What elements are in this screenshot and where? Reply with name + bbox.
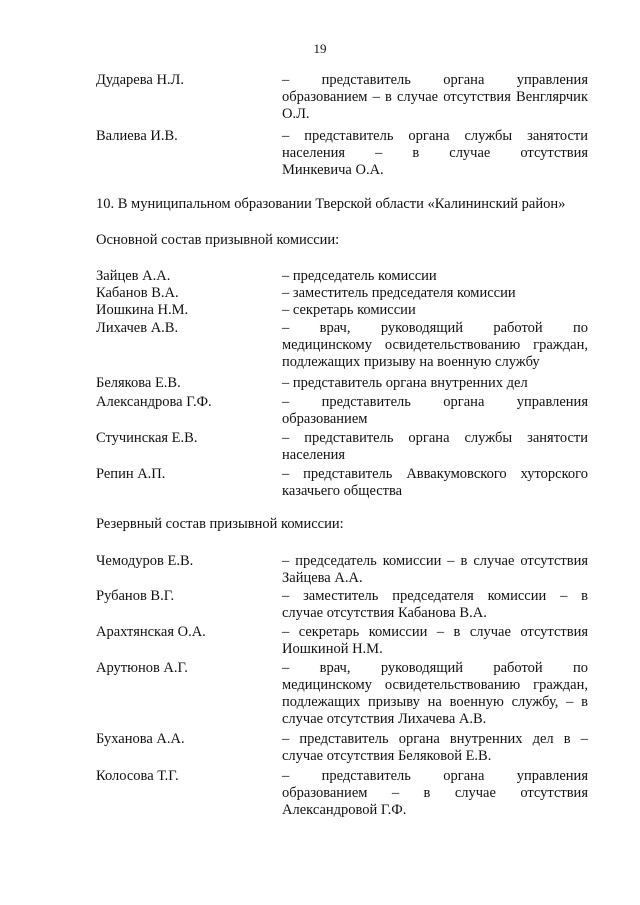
member-role [282,320,588,371]
member-name: Кабанов В.А. [96,285,179,301]
role-line: – врач, руководящий работой по [282,320,588,336]
role-line: – представитель Аввакумовского хуторского [282,466,588,482]
member-role [282,731,588,765]
role-line: Иошкиной Н.М. [282,641,383,657]
role-line: казачьего общества [282,483,403,499]
member-name: Дударева Н.Л. [96,72,184,88]
role-line: – представитель органа внутренних дел в – [282,731,588,747]
role-line: населения – в случае отсутствия [282,145,588,161]
role-line: – представитель органа управления [282,72,588,88]
role-line: подлежащих призыву на военную службу, – в [282,694,588,710]
role-line: случае отсутствия Лихачева А.В. [282,711,487,727]
member-name: Александрова Г.Ф. [96,394,212,410]
member-name: Иошкина Н.М. [96,302,189,318]
member-role [282,624,588,658]
member-name: Колосова Т.Г. [96,768,179,784]
role-line: образованием – в случае отсутствия [282,785,588,801]
role-line: – председатель комиссии [282,268,437,284]
member-role [282,375,588,392]
role-line: Александровой Г.Ф. [282,802,407,818]
member-role [282,394,588,428]
role-line: – представитель органа внутренних дел [282,375,528,391]
role-line: Минкевича О.А. [282,162,384,178]
page-number: 19 [313,41,327,56]
member-role [282,268,588,285]
role-line: образованием – в случае отсутствия Венглярчик [282,89,588,105]
role-line: медицинскому освидетельствованию граждан, [282,677,588,693]
member-role [282,128,588,179]
member-name: Белякова Е.В. [96,375,181,391]
role-line: – представитель органа службы занятости [282,128,588,144]
member-name: Чемодуров Е.В. [96,553,194,569]
role-line: – секретарь комиссии [282,302,416,318]
member-name: Лихачев А.В. [96,320,179,336]
role-line: случае отсутствия Кабанова В.А. [282,605,487,621]
member-name: Стучинская Е.В. [96,430,198,446]
member-role [282,430,588,464]
member-role [282,285,588,302]
role-line: О.Л. [282,106,310,122]
member-name: Зайцев А.А. [96,268,171,284]
member-role [282,302,588,319]
member-role [282,768,588,819]
member-name: Арутюнов А.Г. [96,660,188,676]
role-line: – врач, руководящий работой по [282,660,588,676]
member-role [282,553,588,587]
role-line: – представитель органа управления [282,394,588,410]
member-name: Буханова А.А. [96,731,185,747]
role-line: образованием [282,411,368,427]
member-name: Репин А.П. [96,466,166,482]
member-role [282,660,588,728]
role-line: населения [282,447,346,463]
role-line: – представитель органа управления [282,768,588,784]
role-line: – секретарь комиссии – в случае отсутствия [282,624,588,640]
reserve-composition-heading: Резервный состав призывной комиссии: [96,516,344,532]
member-name: Рубанов В.Г. [96,588,175,604]
role-line: – председатель комиссии – в случае отсутствия [282,553,588,569]
member-role [282,588,588,622]
member-name: Арахтянская О.А. [96,624,206,640]
role-line: – заместитель председателя комиссии – в [282,588,588,604]
role-line: – представитель органа службы занятости [282,430,588,446]
member-role [282,466,588,500]
role-line: случае отсутствия Беляковой Е.В. [282,748,492,764]
role-line: – заместитель председателя комиссии [282,285,516,301]
role-line: подлежащих призыву на военную службу [282,354,540,370]
role-line: Зайцева А.А. [282,570,363,586]
role-line: медицинскому освидетельствованию граждан, [282,337,588,353]
section-heading: 10. В муниципальном образовании Тверской области «Калининский район» [96,196,566,212]
main-composition-heading: Основной состав призывной комиссии: [96,232,340,248]
member-name: Валиева И.В. [96,128,178,144]
member-role [282,72,588,123]
